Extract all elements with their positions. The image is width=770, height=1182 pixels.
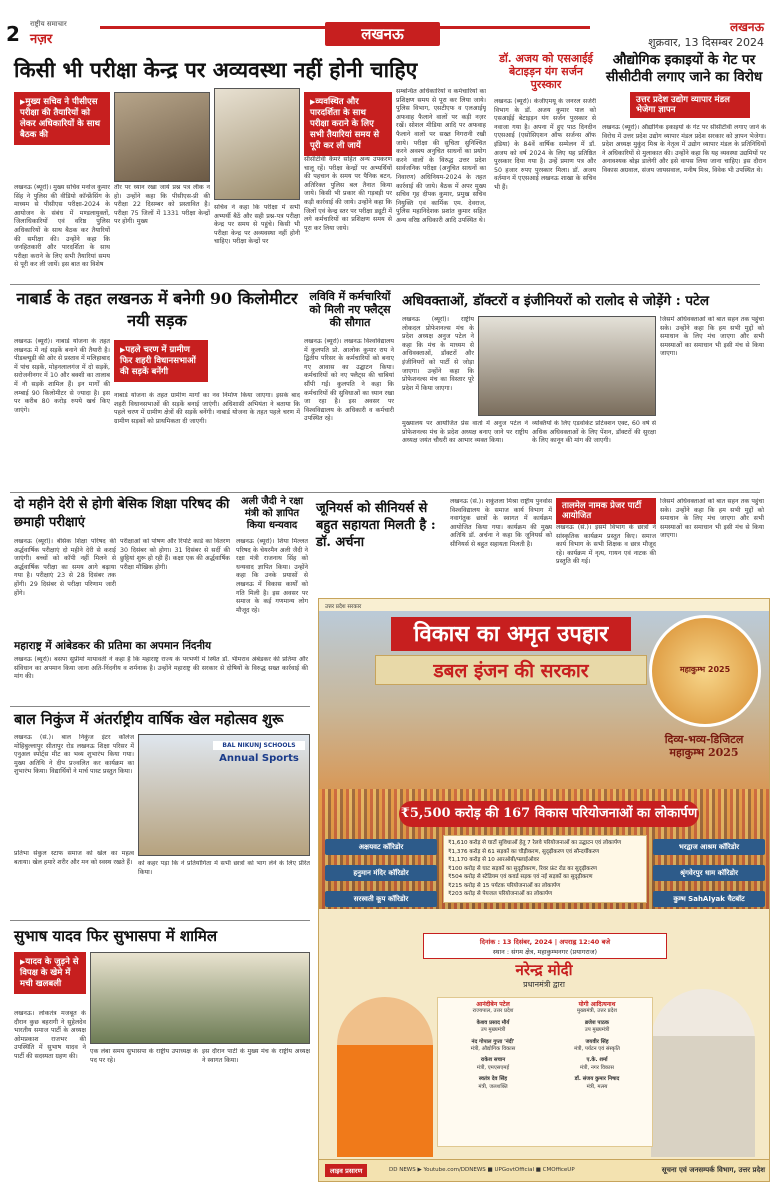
ad-right-box-2: श्रृंगवेरपुर धाम कॉरिडोर — [653, 865, 765, 881]
ad-guest: केशव प्रसाद मौर्य — [476, 1019, 510, 1026]
masthead-date: शुक्रवार, 13 दिसम्बर 2024 — [648, 36, 764, 49]
ad-projects-banner: ₹5,500 करोड़ की 167 विकास परियोजनाओं का लोकार्पण — [399, 801, 699, 827]
industrial-headline: औद्योगिक इकाइयों के गेट पर सीसीटीवी लगाए जाने का विरोध — [605, 52, 763, 85]
ad-project-list — [443, 835, 647, 903]
ad-guest: उप मुख्यमंत्री — [584, 1027, 610, 1034]
ad-guest-col-left — [441, 1001, 545, 1091]
lead-photo-2 — [214, 88, 300, 200]
ad-project-item: ₹1,610 करोड़ से घाटों सुविधाओं हेतु 7 रेलवे परियोजनाओं का उद्घाटन एवं लोकार्पण — [448, 840, 622, 846]
ad-guest-role: मुख्यमंत्री, उत्तर प्रदेश — [576, 1008, 617, 1015]
page-number: 2 — [6, 22, 20, 46]
lavi-body: लखनऊ (ब्यूरो)। लखनऊ विश्वविद्यालय में कुलपति प्रो. आलोक कुमार राय ने द्वितीय परिसर के कर्मचारियों को बनाए गए आवास का उद्घाटन किया। कर्मचारियों को नए फ्लैट्स की चाबियां सौंपी गईं। कुलपति ने कहा कि कर्मचारियों की सुविधाओं का ध्यान रखा जा रहा है। इस अवसर पर विश्वविद्यालय के अधिकारी व कर्मचारी उपस्थित रहे। — [304, 338, 394, 423]
basic-body-1: लखनऊ (ब्यूरो)। बेसिक शिक्षा परिषद की अर्द्धवार्षिक परीक्षाएं दो महीने देरी से कराई जाएंगी। बच्चों को कॉपी नहीं मिलने से अर्द्धवार्षिक परीक्षा का समय आगे बढ़ाया गया है। परीक्षाएं 23 से 28 दिसंबर तक होंगी। 29 दिसंबर से परीक्षा परिणाम जारी होंगे। — [14, 538, 116, 597]
nabard-body-1: लखनऊ (ब्यूरो)। नाबार्ड योजना के तहत लखनऊ में नई सड़कें बनाने की तैयारी है। पीडब्ल्यूडी की ओर से प्रस्ताव में मलिहाबाद में पांच सड़कें, मोहनलालगंज में दो सड़कें, सरोजनीनगर में 10 और बक्शी का तालाब में नौ सड़कें शामिल हैं। इन मार्गों की लम्बाई 90 किलोमीटर से ज्यादा है। इस पर करीब 80 करोड़ रुपये खर्च किए जाएंगे। — [14, 338, 110, 414]
ad-left-box-2: हनुमान मंदिर कॉरिडोर — [325, 865, 437, 881]
industrial-tag: उत्तर प्रदेश उद्योग व्यापार मंडल भेजेगा ज्ञापन — [630, 92, 750, 118]
subhash-body-1: लखनऊ। लोकतंत्र मजबूत के दौरान कुछ बहरागी ने सुहेलदेव भारतीय समाज पार्टी के अध्यक्ष ओमप्रकाश राजभर की उपस्थिति में सुभाष यादव ने पार्टी की सदस्यता ग्रहण की। — [14, 1010, 86, 1060]
balnikunj-headline: बाल निकुंज में अंतर्राष्ट्रीय वार्षिक खेल महोत्सव शुरू — [14, 711, 284, 728]
award-body: लखनऊ (ब्यूरो)। केजीएमयू के जनरल सर्जरी विभाग के डॉ. अजय कुमार पाल को एसआईई बेटाइड़न यंग सर्जन पुरस्कार से नवाजा गया है। अपना में हुए पाठ दिनदीन एएसआई (एसोसिएशन ऑफ सर्जन्स ऑफ इंडिया) के 84वें वार्षिक सम्मेलन में डॉ. अजय को वर्ष 2024 के लिए यह प्रतिष्ठित पुरस्कार दिया गया है। उन्हें प्रमाण पत्र और 50 हजार रुपए पुरस्कार मिला। डॉ. अजय वर्तमान में एएसआई लखनऊ शाखा के सचिव भी हैं। — [494, 98, 596, 191]
nabard-body-2: नाबार्ड योजना के तहत ग्रामीण मार्गों का नव निर्माण किया जाएगा। इसके बाद शहरी विधानसभाओं की सड़कें बनाई जाएंगी। अधिशासी अभियंता ने बताया कि पहले चरण में ग्रामीण क्षेत्रों की सड़कें बनेंगी। नाबार्ड योजना के तहत पहले चरण में ग्रामीण सड़कों को प्राथमिकता दी जाएगी। — [114, 392, 300, 425]
ad-kumbh-badge: महाकुम्भ 2025 — [649, 615, 761, 727]
ad-left-box-1: अक्षयवट कॉरिडोर — [325, 839, 437, 855]
ad-guest: मंत्री, नगर विकास — [580, 1064, 614, 1071]
adhivakta-body-2: जिसमें अधिवक्ताओं को बात सहन तक पहुंचा सके। उन्होंने कहा कि हम सभी मुद्दों को समाधान के लिए मंच जाएगा और सभी समस्याओं का समाधान भी इसी मंच से किया जाएगा। — [660, 316, 764, 358]
lavi-headline: लविवि में कर्मचारियों को मिली नए फ्लैट्स की सौगात — [309, 290, 391, 329]
ad-footer-links: DD NEWS ▶ Youtube.com/DDNEWS ■ UPGovtOfficial ■ CMOfficeUP — [389, 1167, 575, 1173]
paper-logo — [30, 20, 67, 47]
ad-guest-role: राज्यपाल, उत्तर प्रदेश — [472, 1008, 514, 1015]
subhash-photo — [90, 952, 310, 1044]
ad-guest: जयवीर सिंह — [585, 1038, 609, 1045]
junior-headline: जूनियर्स को सीनियर्स से बहुत सहायता मिलती है : डॉ. अर्चना — [316, 501, 436, 550]
paper-name: नज़र — [30, 32, 53, 47]
lead-body-col-3: सचिव ने कहा कि परीक्षा में सभी अभ्यर्थी बैठें और सही प्रश्न-पत्र परीक्षा केन्द्र पर समय से पहुंचे। किसी भी परीक्षा केन्द्र पर अव्यवस्था नहीं होनी चाहिए। परीक्षा केन्द्रों पर — [214, 204, 300, 246]
balnikunj-body-1: लखनऊ (सं.)। बाल निकुंज इंटर कॉलेज मोहिबुल्लापुर सीतापुर रोड लखनऊ शिक्षा परिसर में एनुअल स्पोर्ट्स मीट का भव्य शुभारंभ किया गया। मुख्य अतिथि ने दीप प्रज्वलित कर कार्यक्रम का शुभारंभ किया। विद्यार्थियों ने मार्च पास्ट प्रस्तुत किया। — [14, 734, 134, 776]
ad-right-box-3: कुम्भ SahAIyak चैटबॉट — [653, 891, 765, 907]
ad-guest-head: योगी आदित्यनाथ — [578, 1001, 616, 1008]
nabard-callout: ▶ पहले चरण में ग्रामीण फिर शहरी विधानसभाओं की सड़कें बनेंगी — [114, 340, 208, 382]
ad-guest-list — [437, 997, 653, 1147]
ali-headline: अली जैदी ने रक्षा मंत्री को ज्ञापित किया धन्यवाद — [240, 496, 304, 531]
balnikunj-body-2: प्रतिभा सेकुल स्टाफ समाज को खेल का महत्व बताया। खेल हमारे शरीर और मन को स्वस्थ रखते हैं। — [14, 850, 134, 866]
lead-photo — [114, 92, 210, 182]
award-headline: डॉ. अजय को एसआईई बेटाइड़न यंग सर्जन पुरस्कार — [499, 52, 593, 91]
ali-body: लखनऊ (ब्यूरो)। शिया मिल्लत परिषद के चेयरमैन अली जैदी ने रक्षा मंत्री राजनाथ सिंह को धन्यवाद ज्ञापित किया। उन्होंने कहा कि उनके प्रयासों से लखनऊ में विकास कार्यों को गति मिली है। इस अवसर पर समाज के कई गणमान्य लोग मौजूद रहे। — [236, 538, 308, 614]
ad-footer-issuer: सूचना एवं जनसम्पर्क विभाग, उत्तर प्रदेश — [661, 1166, 765, 1174]
header-rule-left — [100, 26, 330, 40]
balnikunj-body-3: को कहर पड़ा कि ने प्रतियोगिता में सभी छात्रों को भाग लेने के लिए प्रेरित किया। — [138, 860, 310, 876]
talmel-body-2: जिसमें अधिवक्ताओं को बात सहन तक पहुंचा सके। उन्होंने कहा कि हम सभी मुद्दों को समाधान के लिए मंच जाएगा और सभी समस्याओं का समाधान भी इसी मंच से किया जाएगा। — [660, 498, 764, 540]
lead-body-col-5: सम्बन्धित अधिकारियों व कर्मचारियों का प्रशिक्षण समय से पूरा कर लिया जाये। पुलिस विभाग, एसटीएफ व एलआईयू अफवाह फैलाने वालों पर कड़ी नज़र रखें। सोशल मीडिया आदि पर अफवाह फैलाने वालों पर सख्त निगरानी रखी जाये। परीक्षा की सुचिता सुनिश्चित करने अवश्य अनुचित साधनों का प्रयोग करने वालों के विरुद्ध उत्तर प्रदेश सार्वजनिक परीक्षा (अनुचित साधनों का निवारण) अधिनियम-2024 के तहत कार्रवाई की जाये। बैठक में अपर मुख्य सचिव गृह दीपक कुमार, प्रमुख सचिव नियुक्ति एवं कार्मिक एम. देवराज, पुलिस महानिदेशक प्रशांत कुमार सहित अन्य वरिष्ठ अधिकारी आदि उपस्थित थे। — [396, 88, 486, 224]
masthead-city: लखनऊ — [729, 20, 764, 34]
ad-project-item: ₹203 करोड़ से पेयजल परियोजनाओं का लोकार्पण — [448, 891, 553, 897]
ad-guest: ब्रजेश पाठक — [585, 1019, 609, 1026]
ad-pm-role: प्रधानमंत्री द्वारा — [523, 980, 565, 989]
ad-topbar: उत्तर प्रदेश सरकार — [319, 599, 769, 611]
ad-guest: मंत्री, जलशक्ति — [478, 1083, 508, 1090]
adhivakta-headline: अधिवक्ताओं, डॉक्टरों व इंजीनियरों को रालोद से जोड़ेंगे : पटेल — [402, 293, 709, 309]
ad-title-2: डबल इंजन की सरकार — [375, 655, 647, 685]
ad-footer — [319, 1159, 770, 1181]
ad-event-date: दिनांक : 13 दिसंबर, 2024 | अपराह्न 12:40 बजे — [479, 938, 611, 946]
basic-body-2: परीक्षाओं को पोषण और रिपोर्ट कार्ड का वितरण 30 दिसंबर को होगा। 31 दिसंबर से सर्दी की छुट्टियां शुरू हो रही हैं। कक्षा एक की अर्द्धवार्षिक परीक्षा मौखिक होगी। — [120, 538, 230, 571]
paper-tagline: राष्ट्रीय समाचार — [30, 20, 67, 28]
ad-right-box-1: भरद्वाज आश्रम कॉरिडोर — [653, 839, 765, 855]
adhivakta-body-3: मुख्यालय पर आयोजित प्रेस वार्ता में अनुज पटेल ने प्रोफेशनल्स मंच के प्रदेश अध्यक्ष बनाए जाने पर राष्ट्रीय अध्यक्ष जयंत चौधरी का आभार व्यक्त किया। — [402, 420, 528, 445]
talmel-body: लखनऊ (सं.)। इसमें विभाग के छात्रों ने सांस्कृतिक कार्यक्रम प्रस्तुत किए। समाज कार्य विभाग के सभी शिक्षक व छात्र मौजूद रहे। कार्यक्रम में नृत्य, गायन एवं नाटक की प्रस्तुति की गई। — [556, 524, 656, 566]
rule-1 — [10, 284, 760, 285]
balnikunj-photo-banner: BAL NIKUNJ SCHOOLS — [213, 741, 305, 750]
ad-guest: ए.के. शर्मा — [586, 1057, 608, 1064]
ad-pm-name: नरेन्द्र मोदी — [515, 961, 573, 979]
lead-callout-2: ▶ व्यवस्थित और पारदर्शिता के साथ परीक्षा कराने के लिए सभी तैयारियां समय से पूरी कर ली जायें — [304, 92, 392, 156]
ad-live-badge: लाइव प्रसारण — [325, 1164, 367, 1177]
ad-title-1: विकास का अमृत उपहार — [391, 617, 631, 651]
basic-headline: दो महीने देरी से होगी बेसिक शिक्षा परिषद की छमाही परीक्षाएं — [14, 497, 230, 530]
ad-badge-caption: दिव्य-भव्य-डिजिटल महाकुम्भ 2025 — [664, 733, 744, 759]
ad-left-box-3: सरस्वती कूप कॉरिडोर — [325, 891, 437, 907]
lead-headline: किसी भी परीक्षा केन्द्र पर अव्यवस्था नहीं होनी चाहिए — [14, 57, 418, 82]
adhivakta-photo — [478, 316, 656, 416]
ad-projects-area — [319, 835, 770, 925]
rule-2 — [10, 492, 760, 493]
ad-project-item: ₹100 करोड़ से घाट सड़कों का सुदृढ़ीकरण, रिवर फ्रंट रोड का सुदृढ़ीकरण — [448, 865, 597, 872]
header-rule-right — [440, 26, 590, 40]
ad-pm-portrait — [651, 989, 755, 1157]
ad-project-item: ₹504 करोड़ से स्टेडियम एवं कवर्ड सड़क एवं नई सड़कों का सुदृढ़ीकरण — [448, 874, 593, 880]
lead-body-col-2: तौर पर ध्यान रखा जाये प्रश्न पत्र लीक न हो। उन्होंने कहा कि पीसीएस-प्री की परीक्षा 22 दिसम्बर को प्रस्तावित है। परीक्षा 75 जिलों में 1331 परीक्षा केन्द्रों पर होगी। मुख्य — [114, 184, 210, 226]
junior-body: लखनऊ (सं.)। शकुंतला मिश्रा राष्ट्रीय पुनर्वास विश्वविद्यालय के समाज कार्य विभाग में नवागंतुक छात्रों के स्वागत में कार्यक्रम आयोजित किया गया। कार्यक्रम की मुख्य अतिथि डॉ. अर्चना ने कहा कि जूनियर्स को सीनियर्स से बहुत सहायता मिलती है। — [450, 498, 552, 548]
balnikunj-photo-sub: Annual Sports — [219, 753, 299, 764]
ad-guest: स्वतंत्र देव सिंह — [478, 1076, 508, 1083]
ad-event-venue: स्थान : संगम क्षेत्र, महाकुम्भनगर (प्रयागराज) — [492, 948, 598, 956]
lead-callout-1: ▶ मुख्य सचिव ने पीसीएस परीक्षा की तैयारियों को लेकर अधिकारियों के साथ बैठक की — [14, 92, 110, 145]
ad-guest: मंत्री, औद्योगिक विकास — [470, 1046, 516, 1053]
lead-body-col-1: लखनऊ (ब्यूरो)। मुख्य सचिव मनोज कुमार सिंह ने पुलिस की वीडियो कॉन्फ्रेंसिंग के माध्यम से पीसीएस परीक्षा-2024 के आयोजन के संबंध में मण्डलायुक्तों, जिलाधिकारियों एवं वरिष्ठ पुलिस अधिकारियों के साथ बैठक कर तैयारियों की समीक्षा की। उन्होंने कहा कि जनहितकारी और पारदर्शिता के साथ परीक्षा कराने के लिए सभी तैयारियां समय से पूरी कर ली जायें। इस बात का विशेष — [14, 184, 110, 269]
ad-guest: मंत्री, मत्स्य — [586, 1083, 608, 1090]
city-banner: लखनऊ — [325, 22, 440, 46]
ambedkar-body: लखनऊ (ब्यूरो)। बसपा सुप्रीमो मायावती ने कहा है कि महाराष्ट्र राज्य के परभणी में स्थित डॉ. भीमराव अंबेडकर की प्रतिमा और संविधान का अपमान किया जाना अति-निंदनीय व शर्मनाक है। उन्होंने महाराष्ट्र की सरकार से दोषियों के विरुद्ध सख्त कार्रवाई की मांग की। — [14, 656, 308, 681]
subhash-headline: सुभाष यादव फिर सुभासपा में शामिल — [14, 927, 218, 945]
ad-guest: राकेश सचान — [480, 1057, 506, 1064]
lead-body-col-4: सीसीटीवी कैमरे सहित अन्य उपकरण चालू रहें। परीक्षा केन्द्रों पर अभ्यर्थियों की पहचान के समय पर पैनिक बटन, अतिरिक्त पुलिस बल तैनात किया जाये। किसी भी प्रकार की गड़बड़ी पर कड़ी कार्रवाई की जाये। उन्होंने कहा कि जिलों एवं केन्द्र स्तर पर परीक्षा ड्यूटी में लगे कर्मचारियों का प्रशिक्षण समय से पूरा कर लिया जाये। — [304, 156, 392, 232]
masthead-right — [648, 18, 764, 50]
balnikunj-photo — [138, 734, 310, 856]
rule-4 — [10, 920, 310, 921]
ad-guest: उप मुख्यमंत्री — [480, 1027, 506, 1034]
ad-guest: डॉ. संजय कुमार निषाद — [574, 1076, 620, 1083]
subhash-body-2: एक लंबा समय सुभासपा के राष्ट्रीय उपाध्यक्ष के पद पर रहे। — [90, 1048, 198, 1064]
adhivakta-body-4: व्यक्तियों के लिए एडवोकेट प्रोटेक्शन एक्ट, 60 वर्ष से अधिक अधिवक्ताओं के लिए पेंशन, डॉक्टरों की सुरक्षा के लिए कानून की मांग की जाएगी। — [532, 420, 656, 445]
rule-3 — [10, 706, 310, 707]
ad-event-details — [423, 933, 667, 959]
ad-project-item: ₹1,376 करोड़ से 61 सड़कों का चौड़ीकरण, सुदृढ़ीकरण एवं सौन्दर्यीकरण — [448, 848, 600, 855]
masthead — [0, 0, 770, 48]
ad-project-item: ₹1,170 करोड़ से 10 आरओबी/फ्लाईओवर — [448, 857, 540, 863]
ad-guest-head: आनंदीबेन पटेल — [476, 1001, 510, 1008]
ad-cm-portrait — [337, 997, 433, 1157]
ad-guest-col-right — [545, 1001, 649, 1091]
ad-guest: मंत्री, एमएसएमई — [476, 1064, 510, 1071]
ad-guest: नंद गोपाल गुप्ता 'नंदी' — [471, 1038, 515, 1045]
ambedkar-headline: महाराष्ट्र में आंबेडकर की प्रतिमा का अपमान निंदनीय — [14, 640, 212, 652]
industrial-body: लखनऊ (ब्यूरो)। औद्योगिक इकाइयों के गेट पर सीसीटीवी लगाए जाने के विरोध में उत्तर प्रदेश उद्योग व्यापार मंडल प्रदेश सरकार को ज्ञापन भेजेगा। प्रदेश अध्यक्ष मुकुंद मिश्र के नेतृत्व में उद्योग व्यापार मंडल के प्रतिनिधियों ने अधिकारियों से मुलाकात की। उन्होंने कहा कि यह व्यवस्था उद्यमियों पर अनावश्यक बोझ डालेगी और इसे वापस लिया जाना चाहिए। इस दौरान विकास अग्रवाल, संजय जायसवाल, मनीष मिश्र, विवेक भी उपस्थित थे। — [602, 124, 766, 174]
nabard-headline: नाबार्ड के तहत लखनऊ में बनेगी 90 किलोमीटर नयी सड़क — [16, 289, 298, 330]
subhash-body-3: इस दौरान पार्टी के मुख्य मंच के राष्ट्रीय अध्यक्ष ने स्वागत किया। — [202, 1048, 310, 1064]
talmel-tag: तालमेल नामक प्रेजर पार्टी आयोजित — [556, 498, 656, 524]
subhash-callout: ▶ यादव के जुड़ने से विपक्ष के खेमे में मची खलबली — [14, 952, 86, 994]
adhivakta-body-1: लखनऊ (ब्यूरो)। राष्ट्रीय लोकदल प्रोफेशनल्स मंच के प्रदेश अध्यक्ष अनुज पटेल ने कहा कि मंच के माध्यम से अधिवक्ताओं, डॉक्टरों और इंजीनियरों को पार्टी से जोड़ा जाएगा। उन्होंने कहा कि प्रोफेशनल्स मंच का विस्तार पूरे प्रदेश में किया जाएगा। — [402, 316, 474, 392]
ad-project-item: ₹215 करोड़ से 15 पर्यटक परियोजनाओं का लोकार्पण — [448, 882, 561, 889]
ad-guest: मंत्री, पर्यटन एवं संस्कृति — [574, 1046, 620, 1053]
government-advertisement — [318, 598, 770, 1182]
